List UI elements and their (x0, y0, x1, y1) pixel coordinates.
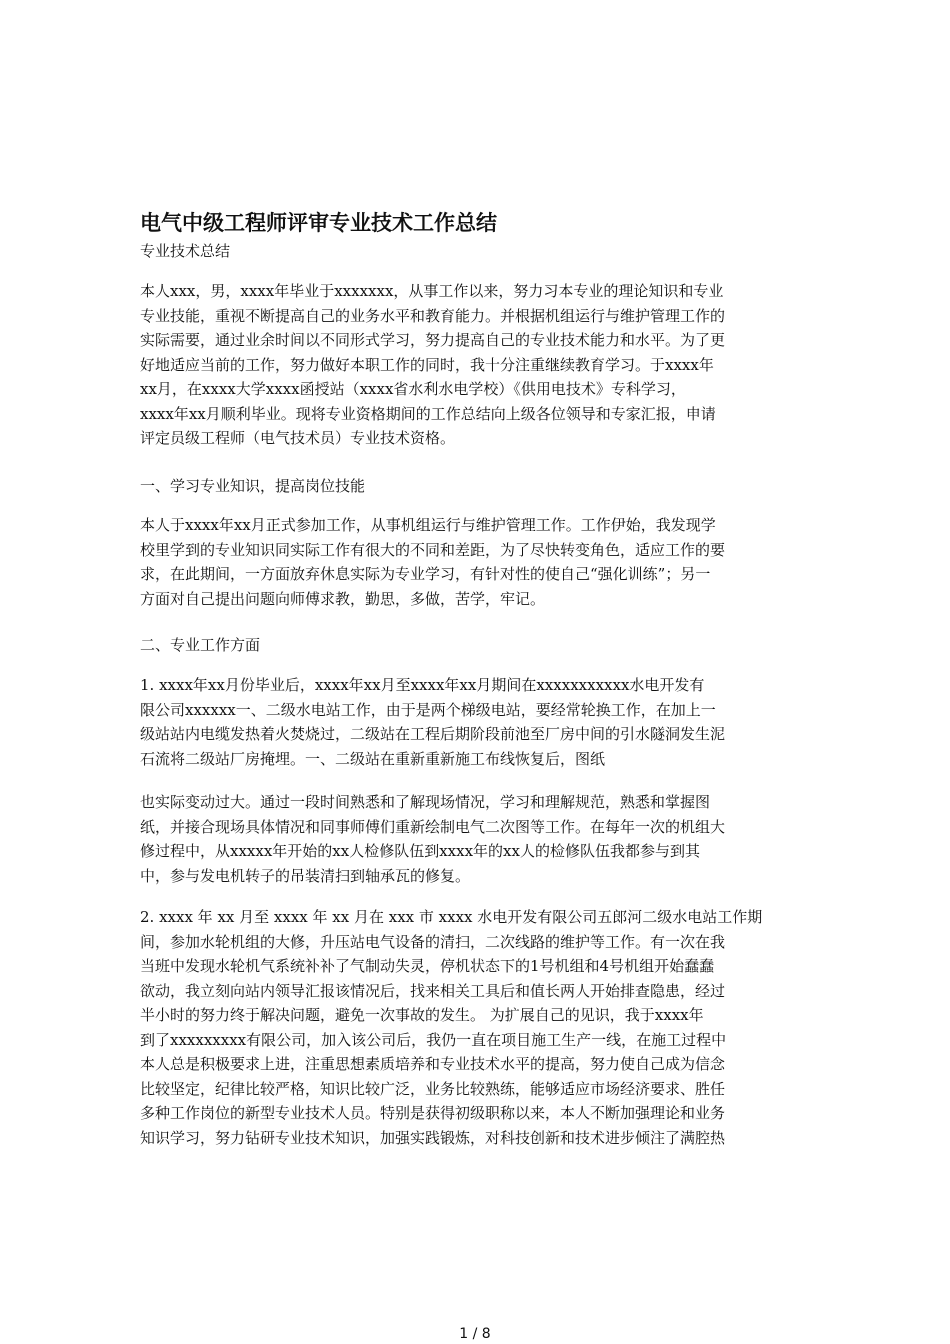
intro-paragraph (140, 279, 820, 451)
text-line: 评定员级工程师（电气技术员）专业技术资格。 (140, 429, 456, 447)
text-line: 间，参加水轮机组的大修，升压站电气设备的清扫，二次线路的维护等工作。有一次在我 (140, 932, 726, 951)
text-line: xxxx年xx月顺利毕业。现将专业资格期间的工作总结向上级各位领导和专家汇报，申请 (140, 404, 716, 423)
text-line: 实际需要，通过业余时间以不同形式学习，努力提高自己的专业技术能力和水平。为了更 (140, 331, 726, 349)
text-line: 到了xxxxxxxxx有限公司，加入该公司后，我仍一直在项目施工生产一线，在施工过程中 (140, 1030, 727, 1049)
text-line: 2. xxxx 年 xx 月至 xxxx 年 xx 月在 xxx 市 xxxx 水电开发有限公司五郎河二级水电站工作期 (140, 908, 763, 926)
section-1-paragraph (140, 513, 820, 611)
text-line: 级站站内电缆发热着火焚烧过，二级站在工程后期阶段前池至厂房中间的引水隧洞发生泥 (140, 725, 726, 743)
item-1-paragraph (140, 673, 820, 771)
text-line: 纸，并接合现场具体情况和同事师傅们重新绘制电气二次图等工作。在每年一次的机组大 (140, 817, 726, 836)
item-2-paragraph (140, 905, 820, 1150)
section-heading-1: 一、学习专业知识，提高岗位技能 (140, 477, 366, 495)
text-line: 中，参与发电机转子的吊装清扫到轴承瓦的修复。 (140, 866, 471, 885)
text-line: 也实际变动过大。通过一段时间熟悉和了解现场情况，学习和理解规范，熟悉和掌握图 (140, 793, 711, 811)
text-line: 求，在此期间，一方面放弃休息实际为专业学习，有针对性的使自己“强化训练”；另一 (140, 565, 711, 583)
text-line: 本人xxx，男，xxxx年毕业于xxxxxxx，从事工作以来，努力习本专业的理论知识和专业 (140, 282, 724, 300)
text-line: 知识学习，努力钻研专业技术知识，加强实践锻炼，对科技创新和技术进步倾注了满腔热 (140, 1128, 726, 1147)
text-line: 比较坚定，纪律比较严格，知识比较广泛，业务比较熟练，能够适应市场经济要求、胜任 (140, 1079, 726, 1098)
page-number: 1 / 8 (459, 1326, 491, 1342)
text-line: 限公司xxxxxx一、二级水电站工作，由于是两个梯级电站，要经常轮换工作，在加上一 (140, 700, 716, 719)
text-line: xx月，在xxxx大学xxxx函授站（xxxx省水利水电学校）《供用电技术》专科学习， (140, 380, 686, 398)
text-line: 专业技能，重视不断提高自己的业务水平和教育能力。并根据机组运行与维护管理工作的 (140, 306, 726, 325)
text-line: 修过程中，从xxxxx年开始的xx人检修队伍到xxxx年的xx人的检修队伍我都参与到其 (140, 842, 700, 860)
section-heading-2: 二、专业工作方面 (140, 636, 261, 654)
text-line: 半小时的努力终于解决问题，避免一次事故的发生。 为扩展自己的见识，我于xxxx年 (140, 1006, 704, 1024)
document-title: 电气中级工程师评审专业技术工作总结 (140, 211, 497, 235)
text-line: 多种工作岗位的新型专业技术人员。特别是获得初级职称以来，本人不断加强理论和业务 (140, 1104, 726, 1122)
text-line: 好地适应当前的工作，努力做好本职工作的同时，我十分注重继续教育学习。于xxxx年 (140, 355, 714, 374)
item-1-continued-paragraph (140, 790, 820, 888)
text-line: 1. xxxx年xx月份毕业后，xxxx年xx月至xxxx年xx月期间在xxxxxxxxxxx水电开发有 (140, 676, 705, 694)
text-line: 本人总是积极要求上进，注重思想素质培养和专业技术水平的提高，努力使自己成为信念 (140, 1055, 726, 1073)
text-line: 欲动，我立刻向站内领导汇报该情况后，找来相关工具后和值长两人开始排查隐患，经过 (140, 981, 726, 1000)
text-line: 本人于xxxx年xx月正式参加工作，从事机组运行与维护管理工作。工作伊始，我发现学 (140, 516, 716, 534)
text-line: 方面对自己提出问题向师傅求教，勤思，多做，苦学，牢记。 (140, 589, 546, 608)
text-line: 校里学到的专业知识同实际工作有很大的不同和差距，为了尽快转变角色，适应工作的要 (140, 540, 726, 559)
text-line: 石流将二级站厂房掩埋。一、二级站在重新重新施工布线恢复后，图纸 (140, 749, 606, 768)
text-line: 当班中发现水轮机气系统补补了气制动失灵，停机状态下的1号机组和4号机组开始蠢蠢 (140, 957, 715, 975)
document-subtitle: 专业技术总结 (140, 242, 231, 260)
